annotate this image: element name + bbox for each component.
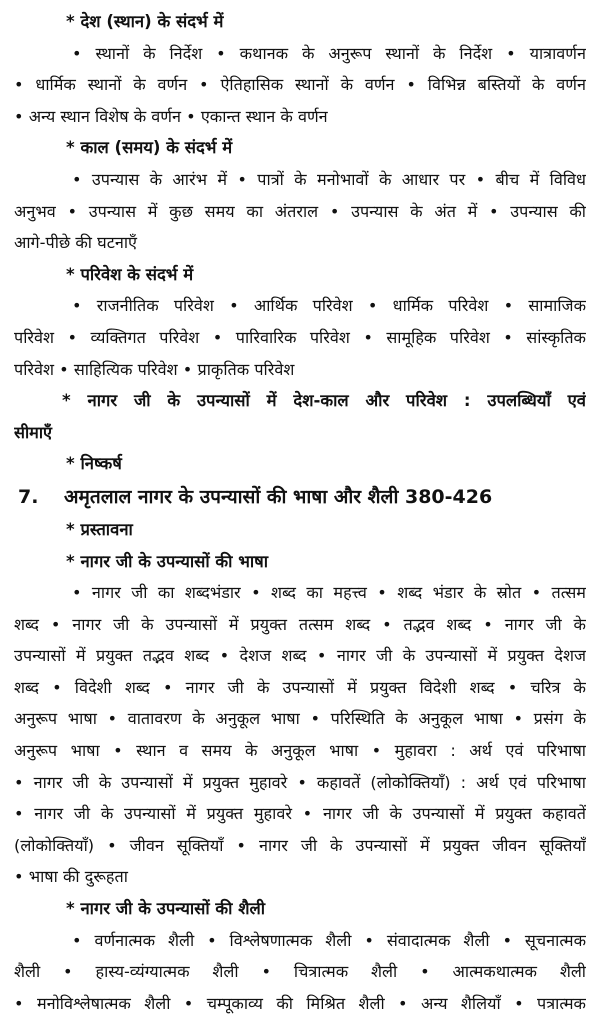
- section-heading: * नागर जी के उपन्यासों की भाषा: [66, 551, 269, 571]
- section-heading: * निष्कर्ष: [66, 454, 122, 474]
- body-text-line: • उपन्यास के आरंभ में • पात्रों के मनोभावों के आधार पर • बीच में विविध: [72, 169, 586, 189]
- body-text-line: • धार्मिक स्थानों के वर्णन • ऐतिहासिक स्थानों के वर्णन • विभिन्न बस्तियों के वर्णन: [14, 75, 586, 95]
- body-text-line: • नागर जी के उपन्यासों में प्रयुक्त मुहावरे • नागर जी के उपन्यासों में प्रयुक्त कहावतें: [14, 804, 586, 824]
- body-text-line: परिवेश • साहित्यिक परिवेश • प्राकृतिक परिवेश: [14, 359, 295, 379]
- body-text-line: • स्थानों के निर्देश • कथानक के अनुरूप स्थानों के निर्देश • यात्रावर्णन: [72, 43, 586, 63]
- section-heading: * देश (स्थान) के संदर्भ में: [66, 12, 224, 31]
- body-text-line: शैली • हास्य-व्यंग्यात्मक शैली • चित्रात्मक शैली • आत्मकथात्मक शैली: [14, 962, 586, 982]
- body-text-line: उपन्यासों में प्रयुक्त तद्भव शब्द • देशज शब्द • नागर जी के उपन्यासों में प्रयुक्त देशज: [14, 646, 586, 666]
- body-text-line: अनुरूप भाषा • वातावरण के अनुकूल भाषा • परिस्थिति के अनुकूल भाषा • प्रसंग के: [14, 709, 586, 729]
- body-text-line: अनुरूप भाषा • स्थान व समय के अनुकूल भाषा • मुहावरा : अर्थ एवं परिभाषा: [14, 741, 586, 761]
- section-heading: * परिवेश के संदर्भ में: [66, 264, 194, 284]
- body-text-line: (लोकोक्तियाँ) • जीवन सूक्तियाँ • नागर जी के उपन्यासों में प्रयुक्त जीवन सूक्तियाँ: [14, 835, 586, 855]
- body-text-line: • मनोविश्लेषात्मक शैली • चम्पूकाव्य की मिश्रित शैली • अन्य शैलियाँ • पत्रात्मक: [14, 993, 586, 1013]
- section-heading: * नागर जी के उपन्यासों में देश-काल और परिवेश : उपलब्धियाँ एवं: [62, 391, 586, 411]
- body-text-line: शब्द • विदेशी शब्द • नागर जी के उपन्यासों में प्रयुक्त विदेशी शब्द • चरित्र के: [14, 677, 586, 697]
- body-text-line: • नागर जी का शब्दभंडार • शब्द का महत्त्व • शब्द भंडार के स्रोत • तत्सम: [72, 583, 586, 603]
- body-text-line: परिवेश • व्यक्तिगत परिवेश • पारिवारिक परिवेश • सामूहिक परिवेश • सांस्कृतिक: [14, 327, 586, 347]
- body-text-line: अनुभव • उपन्यास में कुछ समय का अंतराल • उपन्यास के अंत में • उपन्यास की: [14, 201, 586, 221]
- body-text-line: सीमाएँ: [14, 422, 52, 442]
- body-text-line: • राजनीतिक परिवेश • आर्थिक परिवेश • धार्मिक परिवेश • सामाजिक: [72, 296, 586, 316]
- chapter-heading: [14, 480, 586, 514]
- section-heading: * प्रस्तावना: [66, 519, 133, 539]
- chapter-number: 7.: [18, 485, 39, 508]
- section-heading: * नागर जी के उपन्यासों की शैली: [66, 899, 266, 919]
- section-heading: * काल (समय) के संदर्भ में: [66, 138, 233, 158]
- body-text-line: शब्द • नागर जी के उपन्यासों में प्रयुक्त तत्सम शब्द • तद्भव शब्द • नागर जी के: [14, 614, 586, 634]
- body-text-line: आगे-पीछे की घटनाएँ: [14, 233, 138, 253]
- body-text-line: • नागर जी के उपन्यासों में प्रयुक्त मुहावरे • कहावतें (लोकोक्तियाँ) : अर्थ एवं परिभाषा: [14, 772, 586, 792]
- chapter-title: अमृतलाल नागर के उपन्यासों की भाषा और शैली 380-426: [64, 485, 493, 508]
- body-text-line: • वर्णनात्मक शैली • विश्लेषणात्मक शैली • संवादात्मक शैली • सूचनात्मक: [72, 930, 586, 950]
- body-text-line: • भाषा की दुरूहता: [14, 867, 128, 887]
- body-text-line: • अन्य स्थान विशेष के वर्णन • एकान्त स्थान के वर्णन: [14, 106, 328, 126]
